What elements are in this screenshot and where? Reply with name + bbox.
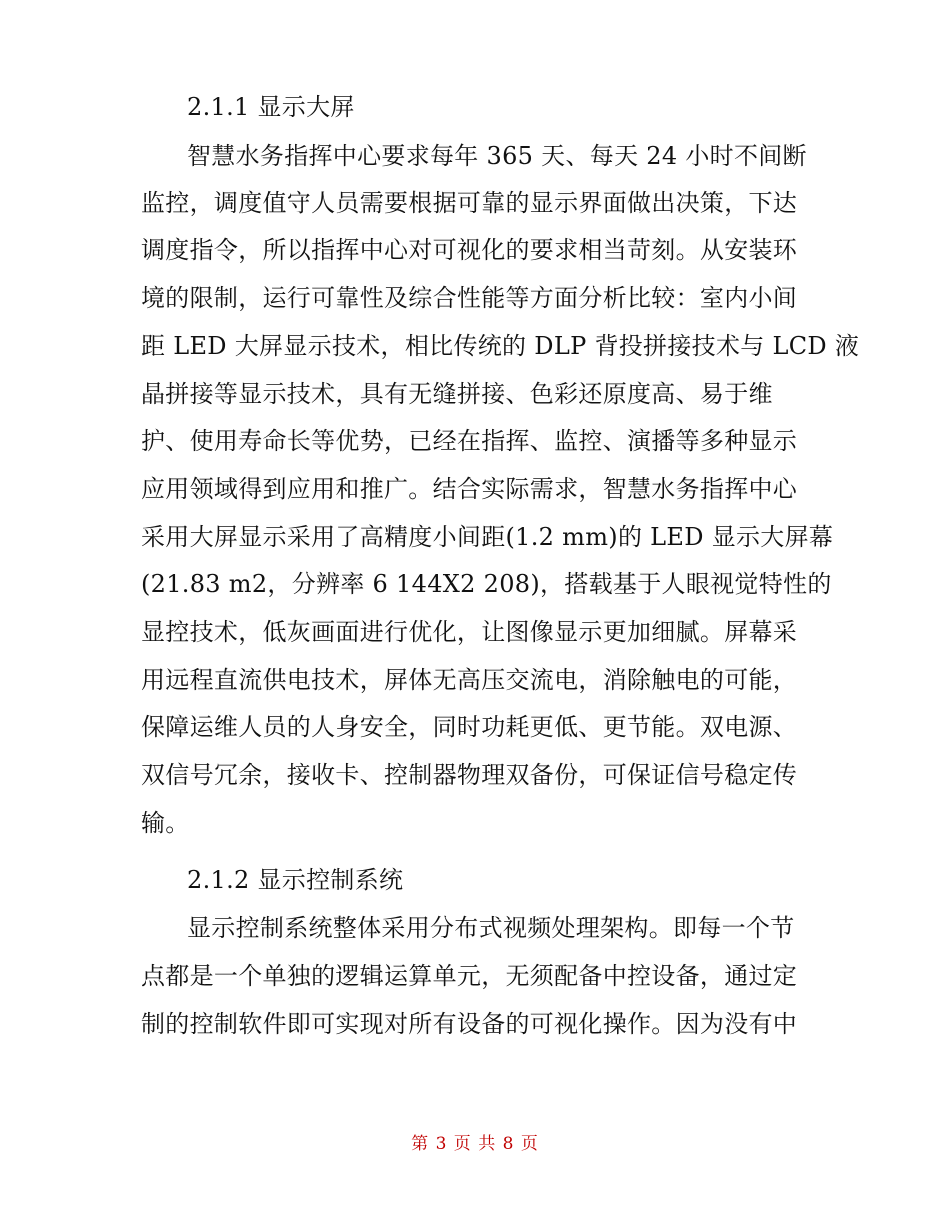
paragraph-line: 显控技术，低灰画面进行优化，让图像显示更加细腻。屏幕采 <box>141 618 798 646</box>
paragraph-line: 保障运维人员的人身安全，同时功耗更低、更节能。双电源、 <box>141 713 798 741</box>
paragraph-line: 点都是一个单独的逻辑运算单元，无须配备中控设备，通过定 <box>141 962 798 990</box>
paragraph-line: 护、使用寿命长等优势，已经在指挥、监控、演播等多种显示 <box>141 427 798 455</box>
paragraph-line: 调度指令，所以指挥中心对可视化的要求相当苛刻。从安装环 <box>141 236 798 264</box>
section-heading: 2.1.1 显示大屏 <box>187 93 355 121</box>
paragraph-line: (21.83 m2，分辨率 6 144X2 208)，搭载基于人眼视觉特性的 <box>141 570 832 598</box>
section-heading: 2.1.2 显示控制系统 <box>187 866 404 894</box>
paragraph-line: 晶拼接等显示技术，具有无缝拼接、色彩还原度高、易于维 <box>141 380 773 408</box>
paragraph-line: 距 LED 大屏显示技术，相比传统的 DLP 背投拼接技术与 LCD 液 <box>141 332 860 360</box>
paragraph-line: 智慧水务指挥中心要求每年 365 天、每天 24 小时不间断 <box>187 142 807 170</box>
paragraph-line: 应用领域得到应用和推广。结合实际需求，智慧水务指挥中心 <box>141 475 798 503</box>
paragraph-line: 双信号冗余，接收卡、控制器物理双备份，可保证信号稳定传 <box>141 761 798 789</box>
paragraph-line: 用远程直流供电技术，屏体无高压交流电，消除触电的可能， <box>141 666 798 694</box>
paragraph-line: 监控，调度值守人员需要根据可靠的显示界面做出决策，下达 <box>141 189 798 217</box>
page-footer: 第 3 页 共 8 页 <box>411 1134 539 1154</box>
paragraph-line: 制的控制软件即可实现对所有设备的可视化操作。因为没有中 <box>141 1010 798 1038</box>
paragraph-line: 采用大屏显示采用了高精度小间距(1.2 mm)的 LED 显示大屏幕 <box>141 523 834 551</box>
paragraph-line: 显示控制系统整体采用分布式视频处理架构。即每一个节 <box>187 914 795 942</box>
paragraph-line: 输。 <box>141 809 190 837</box>
paragraph-line: 境的限制，运行可靠性及综合性能等方面分析比较：室内小间 <box>141 284 798 312</box>
